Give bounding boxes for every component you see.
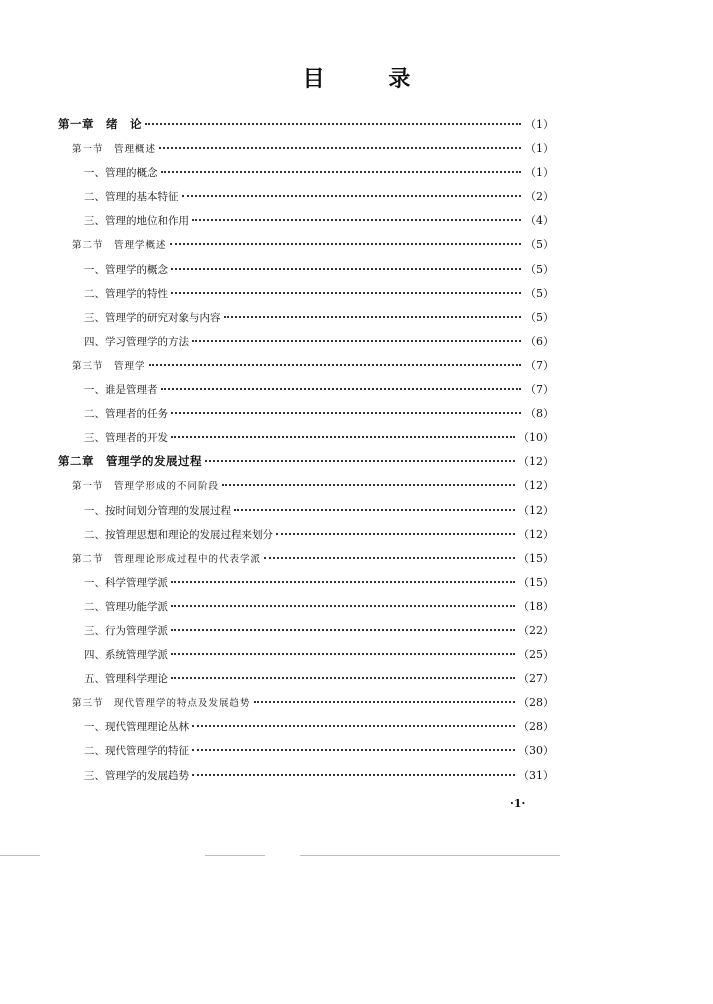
toc-entry-label: 第一章 绪 论 (58, 117, 142, 131)
toc-dot-leader (171, 604, 515, 607)
scan-artifact-line (0, 855, 40, 856)
toc-entry-page: （7） (525, 358, 554, 372)
toc-entry-page: （22） (518, 623, 554, 637)
toc-entry-label: 二、现代管理学的特征 (84, 745, 189, 758)
toc-dot-leader (192, 339, 521, 342)
toc-dot-leader (161, 170, 522, 173)
toc-entry-label: 二、管理者的任务 (84, 408, 168, 421)
toc-dot-leader (171, 291, 521, 294)
toc-dot-leader (192, 773, 515, 776)
scan-artifact-line (300, 855, 560, 856)
toc-dot-leader (171, 435, 515, 438)
toc-entry-page: （10） (518, 431, 554, 445)
toc-dot-leader (171, 580, 515, 583)
toc-entry-page: （1） (525, 142, 554, 156)
toc-entry-label: 二、管理学的特性 (84, 287, 168, 300)
toc-entry-label: 第二节 管理理论形成过程中的代表学派 (72, 553, 262, 565)
toc-entry-item (58, 212, 554, 236)
toc-entry-page: （31） (518, 768, 554, 782)
toc-entry-item (58, 742, 554, 766)
page-title: 目 录 (302, 66, 439, 92)
toc-dot-leader (170, 242, 521, 245)
toc-entry-label: 一、现代管理理论丛林 (84, 721, 189, 734)
toc-entry-page: （30） (518, 744, 554, 758)
scan-artifact-line (205, 855, 265, 856)
toc-dot-leader (161, 387, 522, 390)
toc-entry-item (58, 598, 554, 622)
toc-entry-page: （12） (518, 455, 554, 469)
toc-entry-section (58, 550, 554, 574)
toc-entry-page: （2） (525, 190, 554, 204)
toc-entry-item (58, 622, 554, 646)
toc-entry-page: （12） (518, 503, 554, 517)
toc-dot-leader (171, 652, 515, 655)
toc-entry-item (58, 670, 554, 694)
toc-entry-label: 第三节 现代管理学的特点及发展趋势 (72, 698, 251, 710)
toc-dot-leader (159, 146, 521, 149)
toc-entry-label: 一、按时间划分管理的发展过程 (84, 504, 231, 517)
toc-entry-item (58, 381, 554, 405)
toc-dot-leader (264, 556, 515, 559)
toc-entry-label: 第三节 管理学 (72, 360, 146, 372)
toc-entry-page: （15） (518, 575, 554, 589)
toc-entry-label: 三、管理学的研究对象与内容 (84, 311, 221, 324)
toc-entry-item (58, 164, 554, 188)
toc-entry-page: （1） (525, 166, 554, 180)
toc-entry-label: 二、管理的基本特征 (84, 191, 179, 204)
toc-entry-section (58, 236, 554, 260)
toc-dot-leader (192, 218, 521, 221)
toc-entry-label: 五、管理科学理论 (84, 673, 168, 686)
toc-entry-page: （4） (525, 214, 554, 228)
toc-entry-section (58, 477, 554, 501)
toc-entry-page: （28） (518, 696, 554, 710)
toc-dot-leader (254, 700, 515, 703)
toc-entry-page: （12） (518, 527, 554, 541)
toc-entry-label: 三、管理的地位和作用 (84, 215, 189, 228)
toc-entry-page: （5） (525, 310, 554, 324)
toc-entry-page: （7） (525, 383, 554, 397)
toc-dot-leader (192, 724, 515, 727)
toc-dot-leader (224, 315, 522, 318)
toc-entry-page: （27） (518, 672, 554, 686)
toc-entry-label: 四、系统管理学派 (84, 649, 168, 662)
toc-entry-page: （1） (525, 118, 554, 131)
toc-entry-section (58, 357, 554, 381)
table-of-contents (58, 116, 554, 791)
toc-entry-label: 三、行为管理学派 (84, 624, 168, 637)
toc-entry-page: （25） (518, 648, 554, 662)
toc-entry-label: 一、管理的概念 (84, 167, 158, 180)
toc-entry-label: 第一节 管理概述 (72, 144, 157, 156)
toc-entry-item (58, 261, 554, 285)
toc-entry-label: 一、科学管理学派 (84, 576, 168, 589)
toc-entry-item (58, 309, 554, 333)
toc-entry-item (58, 502, 554, 526)
page-number: ·1· (510, 797, 526, 810)
toc-dot-leader (149, 363, 521, 366)
toc-dot-leader (276, 532, 515, 535)
toc-dot-leader (205, 459, 515, 462)
toc-entry-item (58, 574, 554, 598)
toc-entry-label: 第一节 管理学形成的不同阶段 (72, 481, 220, 493)
toc-entry-item (58, 333, 554, 357)
toc-entry-item (58, 429, 554, 453)
toc-entry-label: 一、谁是管理者 (84, 384, 158, 397)
toc-entry-page: （8） (525, 407, 554, 421)
toc-entry-label: 二、按管理思想和理论的发展过程来划分 (84, 528, 273, 541)
toc-entry-page: （6） (525, 334, 554, 348)
toc-dot-leader (171, 411, 521, 414)
toc-entry-section (58, 140, 554, 164)
toc-entry-page: （15） (518, 551, 554, 565)
toc-dot-leader (145, 122, 521, 125)
toc-entry-item (58, 405, 554, 429)
toc-entry-item (58, 718, 554, 742)
toc-dot-leader (182, 194, 522, 197)
toc-dot-leader (171, 676, 515, 679)
toc-entry-item (58, 285, 554, 309)
toc-entry-label: 一、管理学的概念 (84, 263, 168, 276)
toc-entry-page: （12） (518, 479, 554, 493)
toc-entry-page: （5） (525, 262, 554, 276)
toc-entry-label: 第二节 管理学概述 (72, 240, 167, 252)
toc-dot-leader (171, 628, 515, 631)
toc-entry-item (58, 188, 554, 212)
toc-entry-label: 三、管理者的开发 (84, 432, 168, 445)
toc-dot-leader (234, 508, 515, 511)
toc-dot-leader (192, 748, 515, 751)
toc-entry-page: （18） (518, 599, 554, 613)
toc-dot-leader (222, 483, 515, 486)
toc-entry-label: 四、学习管理学的方法 (84, 335, 189, 348)
toc-entry-item (58, 767, 554, 791)
toc-entry-chapter (58, 453, 554, 477)
toc-entry-label: 第二章 管理学的发展过程 (58, 454, 202, 469)
toc-entry-item (58, 646, 554, 670)
toc-entry-label: 三、管理学的发展趋势 (84, 769, 189, 782)
toc-entry-page: （28） (518, 720, 554, 734)
toc-entry-page: （5） (525, 238, 554, 252)
toc-entry-chapter (58, 116, 554, 140)
toc-entry-item (58, 526, 554, 550)
toc-entry-page: （5） (525, 286, 554, 300)
toc-dot-leader (171, 267, 521, 270)
toc-entry-label: 二、管理功能学派 (84, 600, 168, 613)
toc-entry-section (58, 694, 554, 718)
